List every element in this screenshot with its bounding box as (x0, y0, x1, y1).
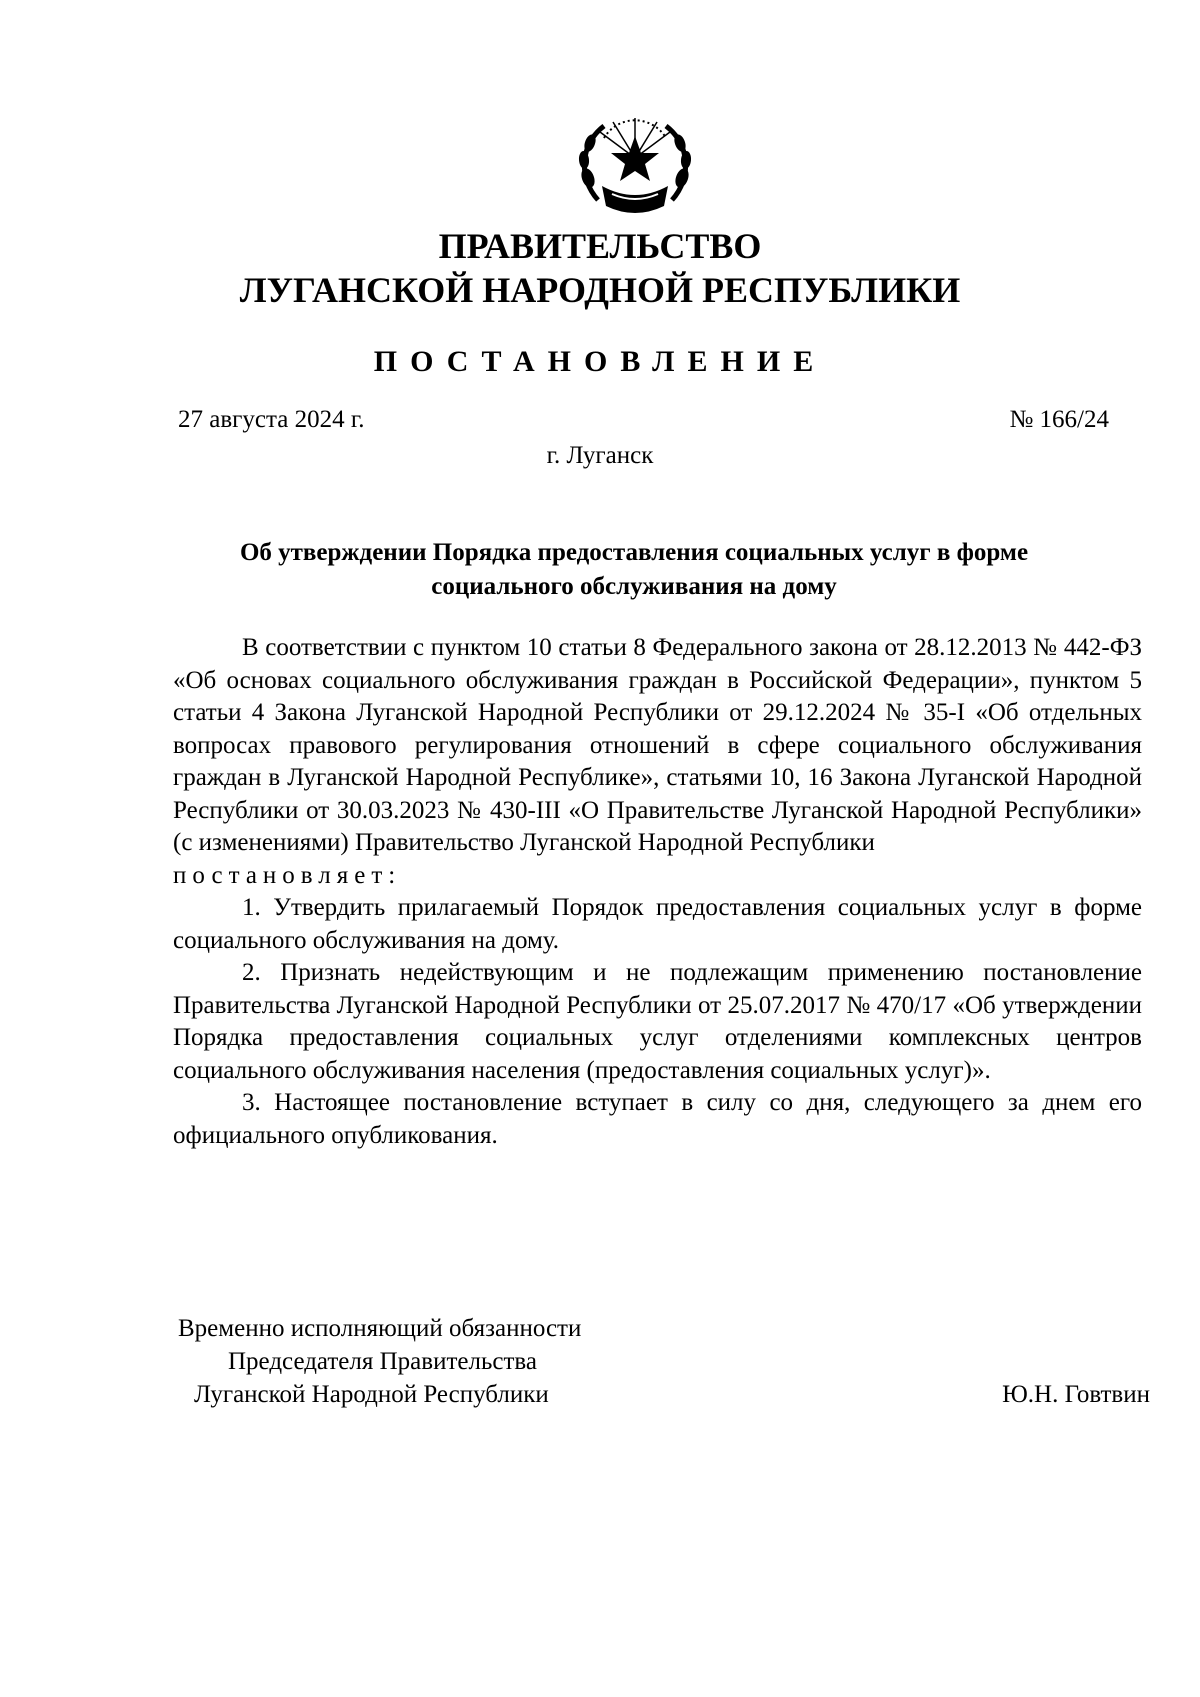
preamble-text: В соответствии с пунктом 10 статьи 8 Федерального закона от 28.12.2013 № 442-ФЗ «Об основах социального обслуживания граждан в Российской Федерации», пунктом 5 статьи 4 Закона Луганской Народной Республики от 29.12.2024 № 35-I «Об отдельных вопросах правового регулирования отношений в сфере социального обслуживания граждан в Луганской Народной Республике», статьями 10, 16 Закона Луганской Народной Республики от 30.03.2023 № 430-III «О Правительстве Луганской Народной Республики» (с изменениями) Правительство Луганской Народной Республики (173, 634, 1142, 856)
decree-word-text: постановляет: (173, 861, 402, 889)
signatory-position (178, 1312, 581, 1411)
document-number: № 166/24 (1009, 406, 1109, 433)
signatory-name: Ю.Н. Говтвин (1002, 1381, 1150, 1408)
subject-line-1: Об утверждении Порядка предоставления социальных услуг в форме (239, 539, 1029, 566)
position-line-1: Временно исполняющий обязанности (178, 1315, 582, 1342)
document-city: г. Луганск (546, 442, 654, 469)
item-3: 3. Настоящее постановление вступает в силу со дня, следующего за днем его официального опубликования. (173, 1089, 1142, 1149)
coat-of-arms-icon (568, 108, 702, 220)
document-subject (178, 536, 1090, 604)
item-2: 2. Признать недействующим и не подлежащим применению постановление Правительства Луганской Народной Республики от 25.07.2017 № 470/17 «Об утверждении Порядка предоставления социальных услуг отделениями комплексных центров социального обслуживания населения (предоставления социальных услуг)». (173, 959, 1142, 1084)
org-line-2: ЛУГАНСКОЙ НАРОДНОЙ РЕСПУБЛИКИ (239, 270, 961, 310)
organization-name (0, 224, 1200, 312)
subject-line-2: социального обслуживания на дому (431, 573, 837, 600)
document-date: 27 августа 2024 г. (178, 406, 365, 433)
decree-word (173, 860, 1142, 893)
document-body (173, 632, 1142, 1152)
position-line-3: Луганской Народной Республики (194, 1381, 549, 1408)
position-line-2: Председателя Правительства (228, 1348, 537, 1375)
preamble-paragraph (173, 632, 1142, 860)
org-line-1: ПРАВИТЕЛЬСТВО (438, 226, 762, 266)
document-type: ПОСТАНОВЛЕНИЕ (373, 345, 827, 378)
item-1: 1. Утвердить прилагаемый Порядок предоставления социальных услуг в форме социального обслуживания на дому. (173, 894, 1142, 954)
